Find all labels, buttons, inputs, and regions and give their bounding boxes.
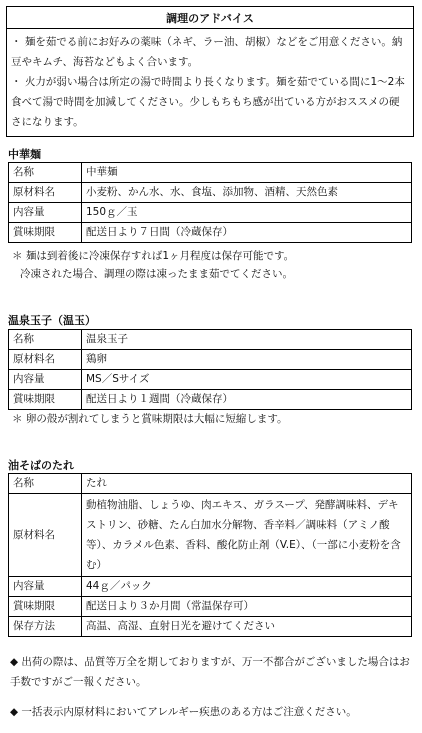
- table-row: [9, 597, 412, 617]
- row-value: 配送日より７日間（冷蔵保存）: [82, 223, 412, 243]
- row-value: 温泉玉子: [82, 330, 412, 350]
- advice-title: 調理のアドバイス: [7, 7, 413, 29]
- table-row: [9, 577, 412, 597]
- row-key: 名称: [9, 330, 82, 350]
- row-value: 150ｇ／玉: [82, 203, 412, 223]
- row-value: たれ: [82, 474, 412, 494]
- chukamen-note: ＊ 麺は到着後に冷凍保存すれば1ヶ月程度は保存可能です。: [12, 250, 295, 262]
- table-row: [9, 474, 412, 494]
- table-row: [9, 203, 412, 223]
- row-key: 賞味期限: [9, 597, 82, 617]
- row-key: 原材料名: [9, 183, 82, 203]
- tare-table: [8, 473, 412, 637]
- table-row: [9, 163, 412, 183]
- table-row: [9, 223, 412, 243]
- cooking-advice-box: [6, 6, 414, 137]
- table-row: [9, 370, 412, 390]
- advice-line: ・ 麺を茹でる前にお好みの薬味（ネギ、ラー油、胡椒）などをご用意ください。納豆やキムチ、海苔などもよく合います。: [11, 36, 403, 68]
- row-value: 小麦粉、かん水、水、食塩、添加物、酒精、天然色素: [82, 183, 412, 203]
- row-key: 内容量: [9, 203, 82, 223]
- chukamen-table: [8, 162, 412, 243]
- row-value: 配送日より３か月間（常温保存可）: [82, 597, 412, 617]
- advice-line: ・ 火力が弱い場合は所定の湯で時間より長くなります。麺を茹でている間に1〜2本食べて湯で時間を加減してください。少しもちもち感が出ている方がおススメの硬さになります。: [11, 76, 405, 128]
- row-key: 名称: [9, 163, 82, 183]
- row-key: 内容量: [9, 370, 82, 390]
- onsen-table: [8, 329, 412, 410]
- table-row: [9, 494, 412, 577]
- section-title-tare: 油そばのたれ: [8, 459, 74, 472]
- row-value: 44ｇ／パック: [82, 577, 412, 597]
- table-row: [9, 183, 412, 203]
- row-key: 賞味期限: [9, 390, 82, 410]
- row-value: 高温、高湿、直射日光を避けてください: [82, 617, 412, 637]
- row-value: 鶏卵: [82, 350, 412, 370]
- row-value: 動植物油脂、しょうゆ、肉エキス、ガラスープ、発酵調味料、デキストリン、砂糖、たん白加水分解物、香辛料／調味料（アミノ酸等）、カラメル色素、香料、酸化防止剤（V.E）、（一部に小麦粉を含む）: [82, 494, 412, 577]
- row-value: 中華麺: [82, 163, 412, 183]
- row-key: 原材料名: [9, 494, 82, 577]
- row-key: 賞味期限: [9, 223, 82, 243]
- row-key: 原材料名: [9, 350, 82, 370]
- row-key: 名称: [9, 474, 82, 494]
- footer-allergy-notice: ◆ 一括表示内原材料においてアレルギー疾患のある方はご注意ください。: [10, 706, 357, 718]
- advice-body: [7, 29, 413, 136]
- row-value: 配送日より１週間（冷蔵保存）: [82, 390, 412, 410]
- section-title-onsen: 温泉玉子（温玉）: [8, 314, 96, 327]
- row-key: 内容量: [9, 577, 82, 597]
- table-row: [9, 330, 412, 350]
- table-row: [9, 390, 412, 410]
- onsen-note: ＊ 卵の殻が割れてしまうと賞味期限は大幅に短縮します。: [12, 413, 288, 425]
- table-row: [9, 617, 412, 637]
- chukamen-note: 冷凍された場合、調理の際は凍ったまま茹でてください。: [20, 268, 293, 280]
- footer-notice: ◆ 出荷の際は、品質等万全を期しておりますが、万一不都合がございました場合はお手数ですがご一報ください。: [10, 656, 410, 688]
- row-key: 保存方法: [9, 617, 82, 637]
- section-title-chukamen: 中華麺: [8, 148, 41, 161]
- table-row: [9, 350, 412, 370]
- row-value: MS／Sサイズ: [82, 370, 412, 390]
